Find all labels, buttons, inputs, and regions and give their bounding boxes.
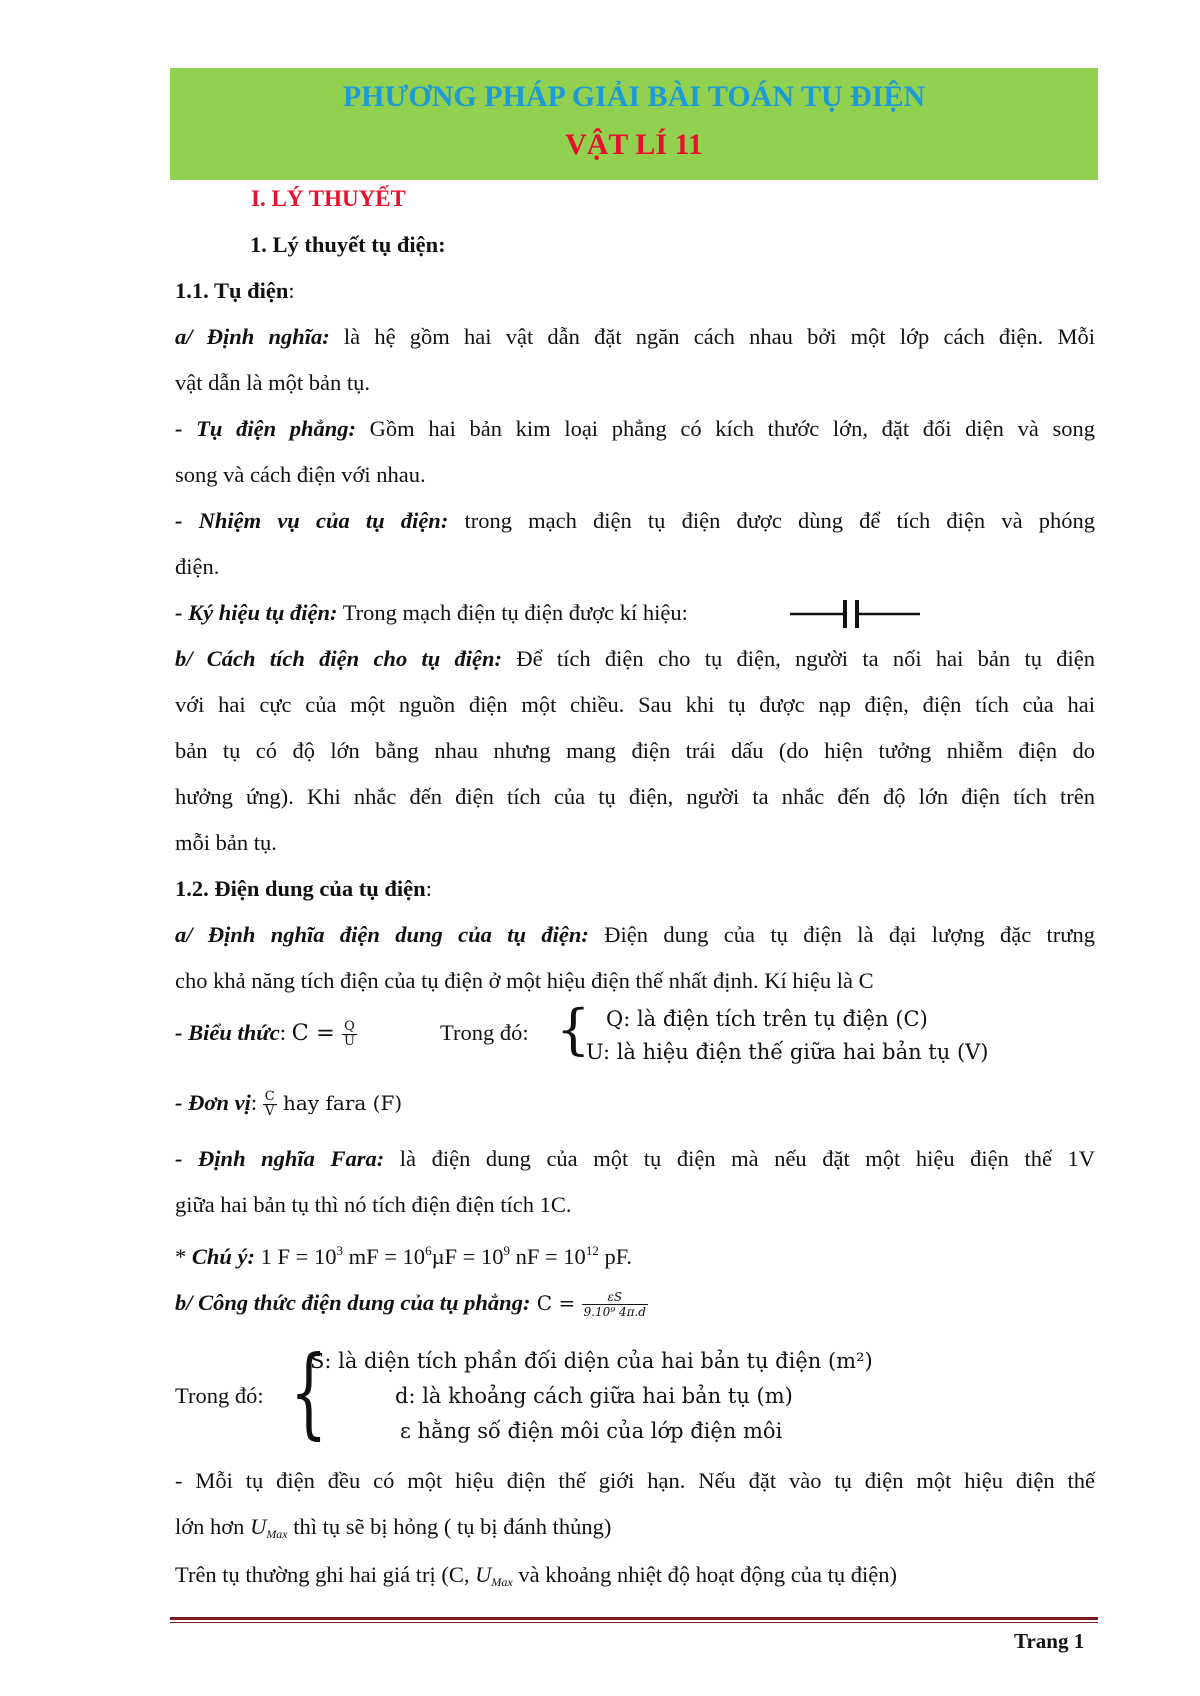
page-title: PHƯƠNG PHÁP GIẢI BÀI TOÁN TỤ ĐIỆN bbox=[342, 80, 926, 113]
capacitor-symbol-icon bbox=[788, 598, 922, 630]
charging-line-2: với hai cực của một nguồn điện một chiều. Sau khi tụ được nạp điện, điện tích của hai bbox=[175, 692, 1095, 717]
expression-line: - Biểu thức: C = $\frac{Q}{U}$ bbox=[175, 1019, 355, 1050]
where-d: d: là khoảng cách giữa hai bản tụ (m) bbox=[395, 1384, 793, 1408]
where-q: Q: là điện tích trên tụ điện (C) bbox=[606, 1007, 928, 1031]
limit-line-1: - Mỗi tụ điện đều có một hiệu điện thế giới hạn. Nếu đặt vào tụ điện một hiệu điện thế bbox=[175, 1468, 1095, 1493]
limit-line-2: lớn hơn $U_{Max}$ thì tụ sẽ bị hỏng ( tụ bị đánh thủng) bbox=[175, 1514, 612, 1541]
flat-formula-line: b/ Công thức điện dung của tụ phẳng: C = $\frac{\varepsilon S}{\text{9.10⁹ 4π.d}}$ bbox=[175, 1290, 646, 1320]
heading-1-1: 1.1. Tụ điện: bbox=[175, 278, 295, 303]
q-over-u-fraction: $\frac{Q}{U}$ bbox=[344, 1019, 355, 1050]
flat-capacitor-line: - Tụ điện phẳng: Gồm hai bản kim loại phẳng có kích thước lớn, đặt đối diện và song bbox=[175, 416, 1095, 441]
where-epsilon: ε hằng số điện môi của lớp điện môi bbox=[400, 1419, 783, 1443]
where-label-2: Trong đó: bbox=[175, 1383, 264, 1408]
page-number: Trang 1 bbox=[1014, 1629, 1085, 1653]
subsection-heading: 1. Lý thuyết tụ điện: bbox=[250, 232, 446, 257]
note-line: * Chú ý: 1 $F = 10^3$ mF = $10^6\mu F = 10^9$ nF = $10^{12}$ pF. bbox=[175, 1243, 633, 1269]
unit-line: - Đơn vị: $\frac{C}{V}$ hay fara (F) bbox=[175, 1089, 403, 1120]
where-u: U: là hiệu điện thế giữa hai bản tụ (V) bbox=[586, 1040, 989, 1064]
where-s: S: là diện tích phần đối diện của hai bản tụ điện (m²) bbox=[310, 1349, 873, 1373]
charging-line-4: hưởng ứng). Khi nhắc đến điện tích của tụ điện, người ta nhắc đến độ lớn điện tích trên bbox=[175, 784, 1095, 809]
page-subtitle: VẬT LÍ 11 bbox=[565, 128, 703, 161]
left-brace-icon: { bbox=[290, 1336, 328, 1450]
definition-line-2: vật dẫn là một bản tụ. bbox=[175, 370, 370, 395]
flat-formula-fraction: $\frac{\varepsilon S}{\text{9.10⁹ 4π.d}}$ bbox=[583, 1290, 646, 1320]
c-over-v-fraction: $\frac{C}{V}$ bbox=[264, 1089, 275, 1120]
footer-rule-thin bbox=[170, 1622, 1098, 1623]
task-line: - Nhiệm vụ của tụ điện: trong mạch điện tụ điện được dùng để tích điện và phóng bbox=[175, 508, 1095, 533]
footer-rule bbox=[170, 1617, 1098, 1620]
where-label: Trong đó: bbox=[440, 1020, 529, 1045]
charging-line-3: bản tụ có độ lớn bằng nhau nhưng mang điện trái dấu (do hiện tưởng nhiễm điện do bbox=[175, 738, 1095, 763]
symbol-line: - Ký hiệu tụ điện: Trong mạch điện tụ điện được kí hiệu: bbox=[175, 600, 688, 625]
fara-line: - Định nghĩa Fara: là điện dung của một tụ điện mà nếu đặt một hiệu điện thế 1V bbox=[175, 1146, 1095, 1171]
charging-line-5: mỗi bản tụ. bbox=[175, 830, 277, 855]
charging-line-1: b/ Cách tích điện cho tụ điện: Để tích điện cho tụ điện, người ta nối hai bản tụ điện bbox=[175, 646, 1095, 671]
task-line-2: điện. bbox=[175, 554, 220, 579]
fara-line-2: giữa hai bản tụ thì nó tích điện điện tích 1C. bbox=[175, 1192, 572, 1217]
heading-1-2: 1.2. Điện dung của tụ điện: bbox=[175, 876, 432, 901]
capacitance-def-line: a/ Định nghĩa điện dung của tụ điện: Điện dung của tụ điện là đại lượng đặc trưng bbox=[175, 922, 1095, 947]
left-brace-icon: { bbox=[556, 998, 591, 1061]
flat-capacitor-line-2: song và cách điện với nhau. bbox=[175, 462, 426, 487]
capacitance-def-line-2: cho khả năng tích điện của tụ điện ở một hiệu điện thế nhất định. Kí hiệu là C bbox=[175, 968, 874, 993]
definition-line: a/ Định nghĩa: là hệ gồm hai vật dẫn đặt ngăn cách nhau bởi một lớp cách điện. Mỗi bbox=[175, 324, 1095, 349]
section-heading: I. LÝ THUYẾT bbox=[251, 186, 406, 211]
title-banner bbox=[170, 68, 1098, 180]
limit-line-3: Trên tụ thường ghi hai giá trị (C, $U_{Max}$ và khoảng nhiệt độ hoạt động của tụ điện) bbox=[175, 1562, 897, 1589]
